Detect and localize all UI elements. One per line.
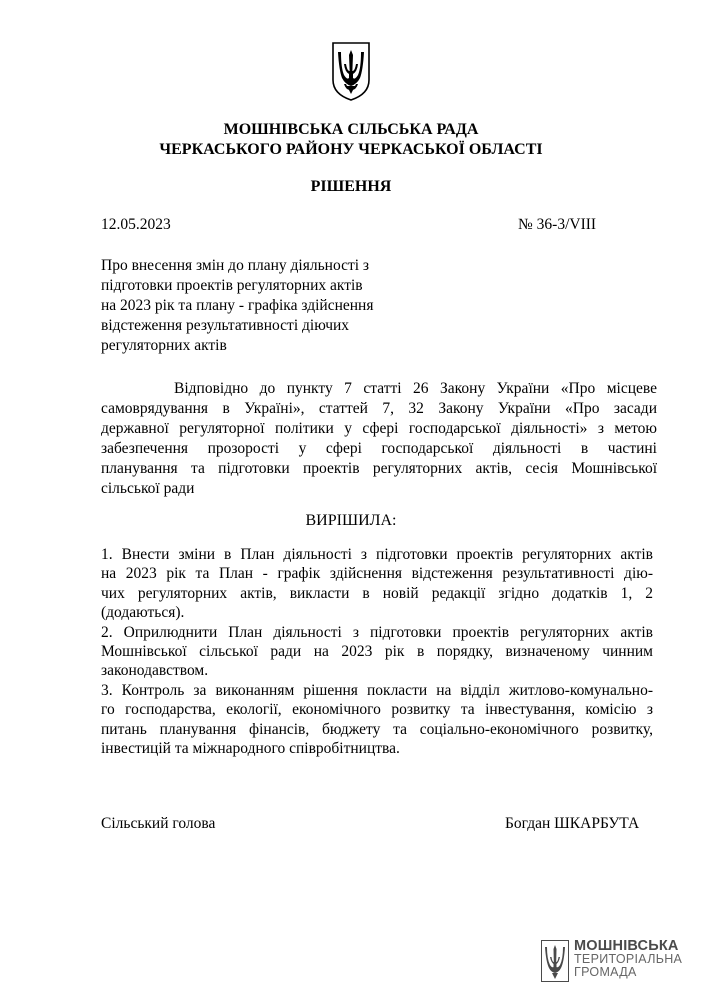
subject-line: відстеження результативності діючих — [101, 317, 350, 334]
preamble-line: самоврядування в Україні», статтей 7, 32 Закону України «Про засади — [101, 400, 657, 417]
item-line: інвестицій та міжнародного співробітництва. — [101, 740, 400, 758]
preamble-line: сільської ради — [101, 480, 195, 497]
ukraine-trident-icon — [330, 40, 372, 102]
subject-line: підготовки проектів регуляторних актів — [101, 277, 363, 294]
subject-line: регуляторних актів — [101, 337, 227, 354]
resolved-heading: ВИРІШИЛА: — [305, 512, 397, 529]
preamble-paragraph — [101, 379, 657, 499]
item-line: 2. Оприлюднити План діяльності з підготовки проектів регуляторних актів — [101, 623, 653, 641]
trident-logo-icon — [541, 940, 569, 982]
item-line: питань планування фінансів, бюджету та соціально-економічного розвитку, — [101, 720, 653, 738]
item-line: Мошнівської сільської ради на 2023 рік в порядку, визначеному чинним — [101, 643, 653, 661]
item-line: законодавством. — [101, 662, 209, 680]
logo-line-3: ГРОМАДА — [574, 965, 637, 979]
preamble-line: державної регуляторної політики у сфері господарської діяльності» з метою — [101, 420, 657, 437]
item-line: 1. Внести зміни в План діяльності з підготовки проектів регуляторних актів — [101, 546, 653, 563]
community-logo — [541, 940, 686, 984]
preamble-line: Відповідно до пункту 7 статті 26 Закону України «Про місцеве — [174, 380, 657, 397]
subject-line: Про внесення змін до плану діяльності з — [101, 257, 370, 274]
decision-date: 12.05.2023 — [101, 216, 171, 233]
item-line: 3. Контроль за виконанням рішення покласти на відділ житлово-комунально- — [101, 681, 653, 699]
preamble-line: забезпечення прозорості у сфері господарської діяльності в частині — [101, 440, 657, 457]
signatory-title: Сільський голова — [101, 815, 216, 832]
subject-line: на 2023 рік та плану - графіка здійснення — [101, 297, 374, 314]
district-name: ЧЕРКАСЬКОГО РАЙОНУ ЧЕРКАСЬКОЇ ОБЛАСТІ — [159, 141, 543, 158]
decision-items — [101, 545, 653, 758]
item-line: го господарства, екології, економічного розвитку та інвестування, комісію з — [101, 701, 653, 719]
item-line: на 2023 рік та План - графік здійснення відстеження результативності дію- — [101, 565, 653, 583]
council-name: МОШНІВСЬКА СІЛЬСЬКА РАДА — [223, 121, 479, 138]
decision-subject — [101, 256, 401, 356]
logo-text — [574, 940, 682, 979]
logo-line-2: ТЕРИТОРІАЛЬНА — [574, 952, 683, 966]
decision-number: № 36-3/VIII — [518, 216, 597, 233]
signatory-name: Богдан ШКАРБУТА — [505, 815, 640, 832]
item-line: (додаються). — [101, 604, 185, 622]
logo-line-1: МОШНІВСЬКА — [574, 938, 679, 954]
document-type: РІШЕННЯ — [310, 178, 392, 195]
item-line: чих регуляторних актів, викласти в новій редакції згідно додатків 1, 2 — [101, 584, 653, 602]
preamble-line: планування та підготовки проектів регуляторних актів, сесія Мошнівської — [101, 460, 657, 477]
